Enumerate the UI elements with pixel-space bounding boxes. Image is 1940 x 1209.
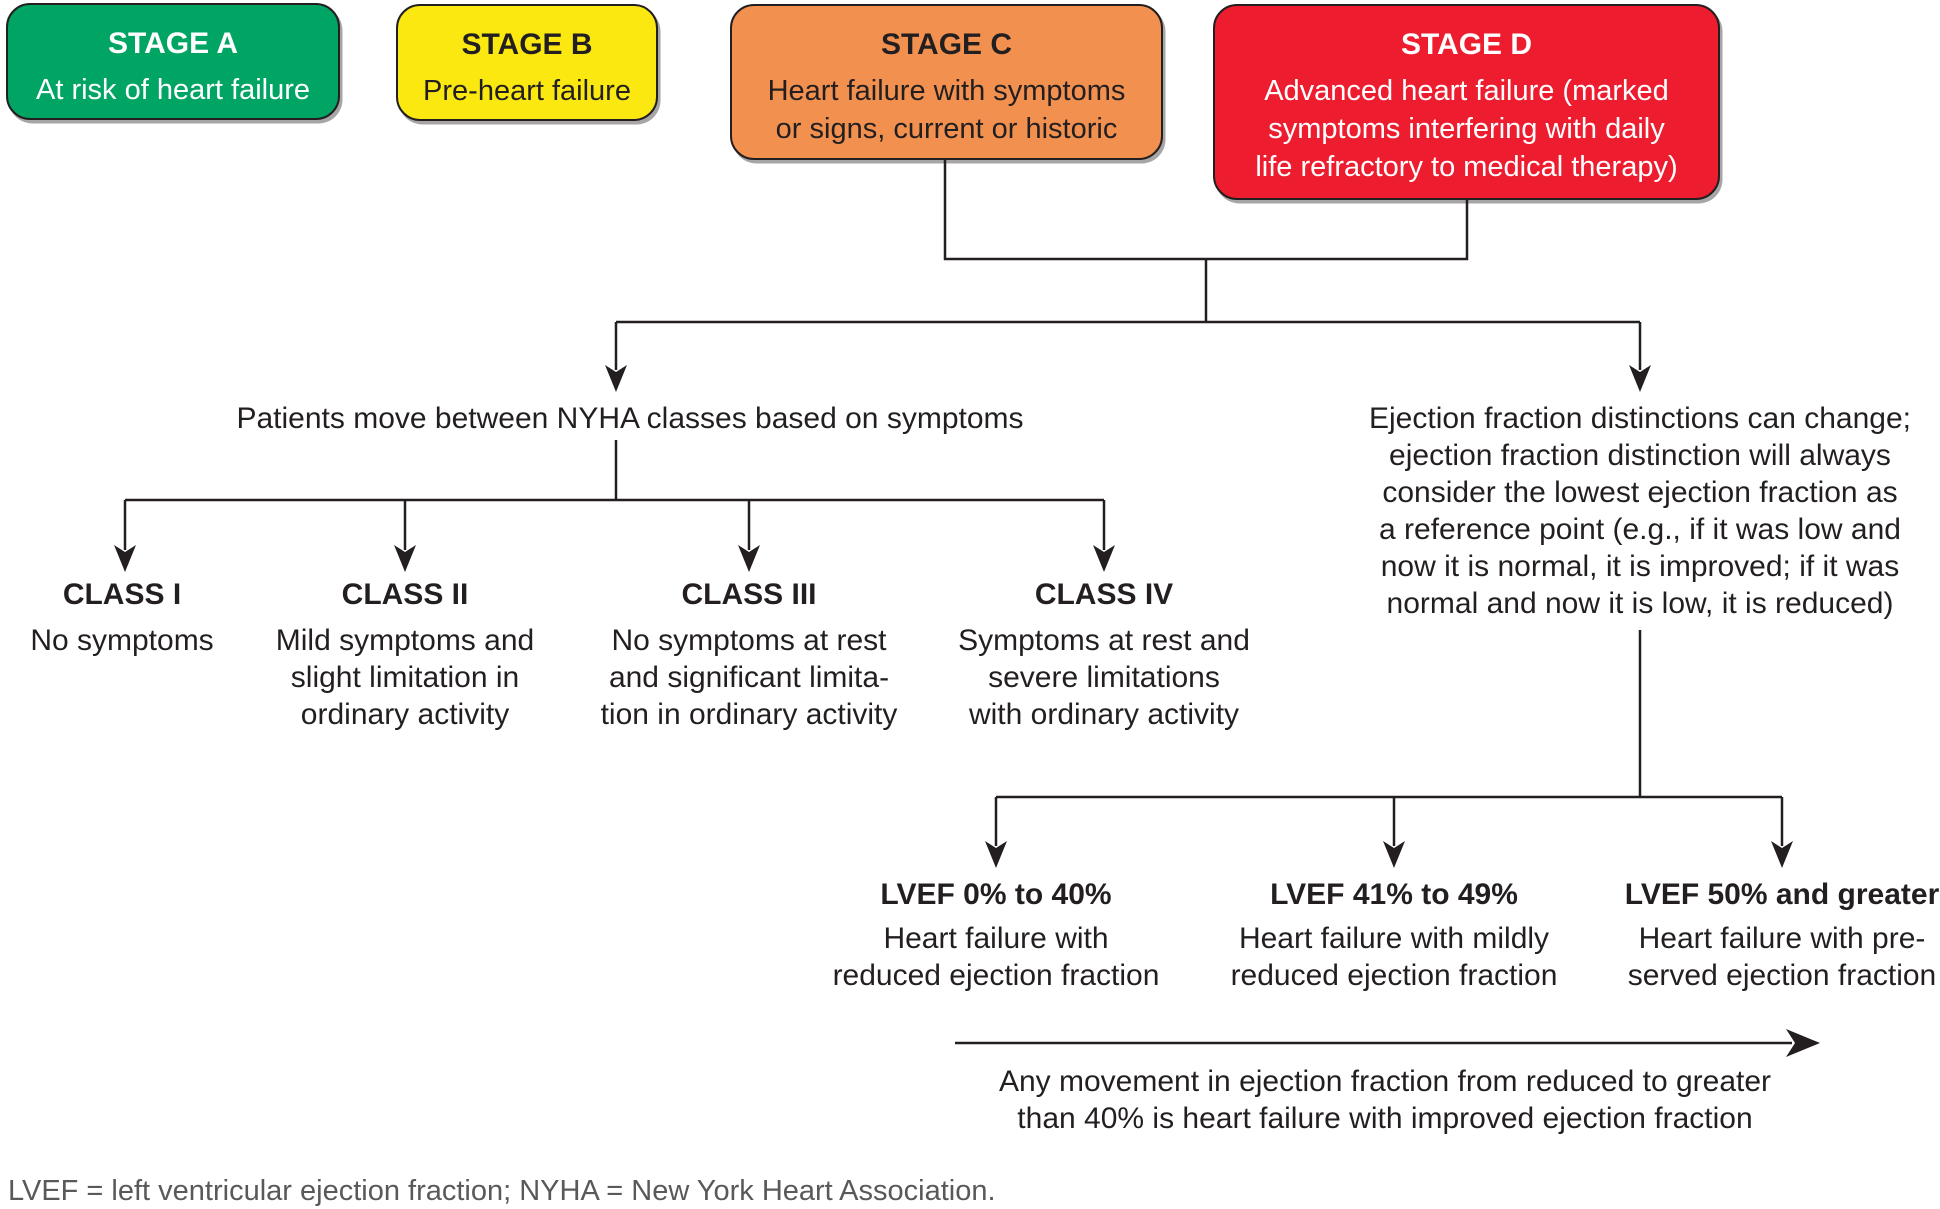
class-3-title: CLASS III bbox=[681, 578, 817, 611]
class-1-title: CLASS I bbox=[62, 578, 182, 611]
class-4-desc-line: with ordinary activity bbox=[968, 698, 1240, 731]
lvef-mildly-reduced-desc-line: reduced ejection fraction bbox=[1230, 959, 1558, 992]
ef-intro-line: consider the lowest ejection fraction as bbox=[1382, 476, 1898, 509]
stage-d-box bbox=[1213, 4, 1720, 200]
class-3-desc-line: tion in ordinary activity bbox=[600, 698, 898, 731]
class-2-desc-line: slight limitation in bbox=[290, 661, 520, 694]
class-4-desc-line: Symptoms at rest and bbox=[958, 624, 1250, 657]
lvef-reduced-desc-line: reduced ejection fraction bbox=[832, 959, 1160, 992]
ef-intro-line: now it is normal, it is improved; if it was bbox=[1380, 550, 1900, 583]
lvef-preserved-desc-line: Heart failure with pre- bbox=[1638, 922, 1926, 955]
class-3-desc-line: and significant limita- bbox=[608, 661, 890, 694]
stage-b-desc: Pre-heart failure bbox=[423, 75, 631, 107]
stage-c-desc-line: or signs, current or historic bbox=[775, 113, 1118, 145]
class-2-desc-line: Mild symptoms and bbox=[275, 624, 535, 657]
lvef-preserved-desc-line: served ejection fraction bbox=[1627, 959, 1937, 992]
stage-b-box bbox=[396, 4, 658, 121]
improvement-note-line: Any movement in ejection fraction from reduced to greater bbox=[998, 1065, 1772, 1098]
lvef-mildly-reduced-column bbox=[1174, 877, 1614, 994]
lvef-mildly-reduced-desc-line: Heart failure with mildly bbox=[1238, 922, 1550, 955]
lvef-reduced-desc-line: Heart failure with bbox=[883, 922, 1109, 955]
class-4-column bbox=[884, 577, 1324, 733]
stage-a-desc: At risk of heart failure bbox=[36, 74, 310, 106]
ef-intro-line: Ejection fraction distinctions can change; bbox=[1369, 402, 1911, 435]
ef-intro-line: normal and now it is low, it is reduced) bbox=[1386, 587, 1894, 620]
stage-a-box bbox=[6, 3, 340, 120]
lvef-reduced-column bbox=[776, 877, 1216, 994]
improvement-note-line: than 40% is heart failure with improved ejection fraction bbox=[1017, 1102, 1753, 1135]
class-4-title: CLASS IV bbox=[1034, 578, 1174, 611]
stage-c-desc-line: Heart failure with symptoms bbox=[767, 75, 1126, 107]
lvef-preserved-column bbox=[1612, 877, 1940, 994]
lvef-reduced-title: LVEF 0% to 40% bbox=[880, 878, 1112, 911]
improvement-note bbox=[985, 1063, 1785, 1137]
class-2-title: CLASS II bbox=[341, 578, 469, 611]
abbreviation-footnote: LVEF = left ventricular ejection fraction; NYHA = New York Heart Association. bbox=[8, 1175, 996, 1207]
stage-c-title: STAGE C bbox=[880, 28, 1013, 61]
class-4-desc-line: severe limitations bbox=[988, 661, 1220, 694]
ef-intro-text bbox=[1340, 400, 1940, 622]
stage-c-box bbox=[730, 4, 1163, 160]
class-3-desc-line: No symptoms at rest bbox=[611, 624, 887, 657]
stage-a-title: STAGE A bbox=[107, 27, 238, 60]
stage-b-title: STAGE B bbox=[461, 28, 593, 61]
lvef-mildly-reduced-title: LVEF 41% to 49% bbox=[1270, 878, 1518, 911]
ef-intro-line: ejection fraction distinction will always bbox=[1389, 439, 1891, 472]
nyha-intro-text: Patients move between NYHA classes based on symptoms bbox=[236, 402, 1024, 435]
stage-d-title: STAGE D bbox=[1400, 28, 1533, 61]
class-1-desc: No symptoms bbox=[30, 624, 214, 657]
stage-d-desc-line: life refractory to medical therapy) bbox=[1255, 151, 1678, 183]
class-2-desc-line: ordinary activity bbox=[300, 698, 510, 731]
ef-intro-line: a reference point (e.g., if it was low and bbox=[1379, 513, 1901, 546]
stage-d-desc-line: symptoms interfering with daily bbox=[1268, 113, 1665, 145]
lvef-preserved-title: LVEF 50% and greater bbox=[1624, 878, 1940, 911]
stage-d-desc-line: Advanced heart failure (marked bbox=[1264, 75, 1669, 107]
